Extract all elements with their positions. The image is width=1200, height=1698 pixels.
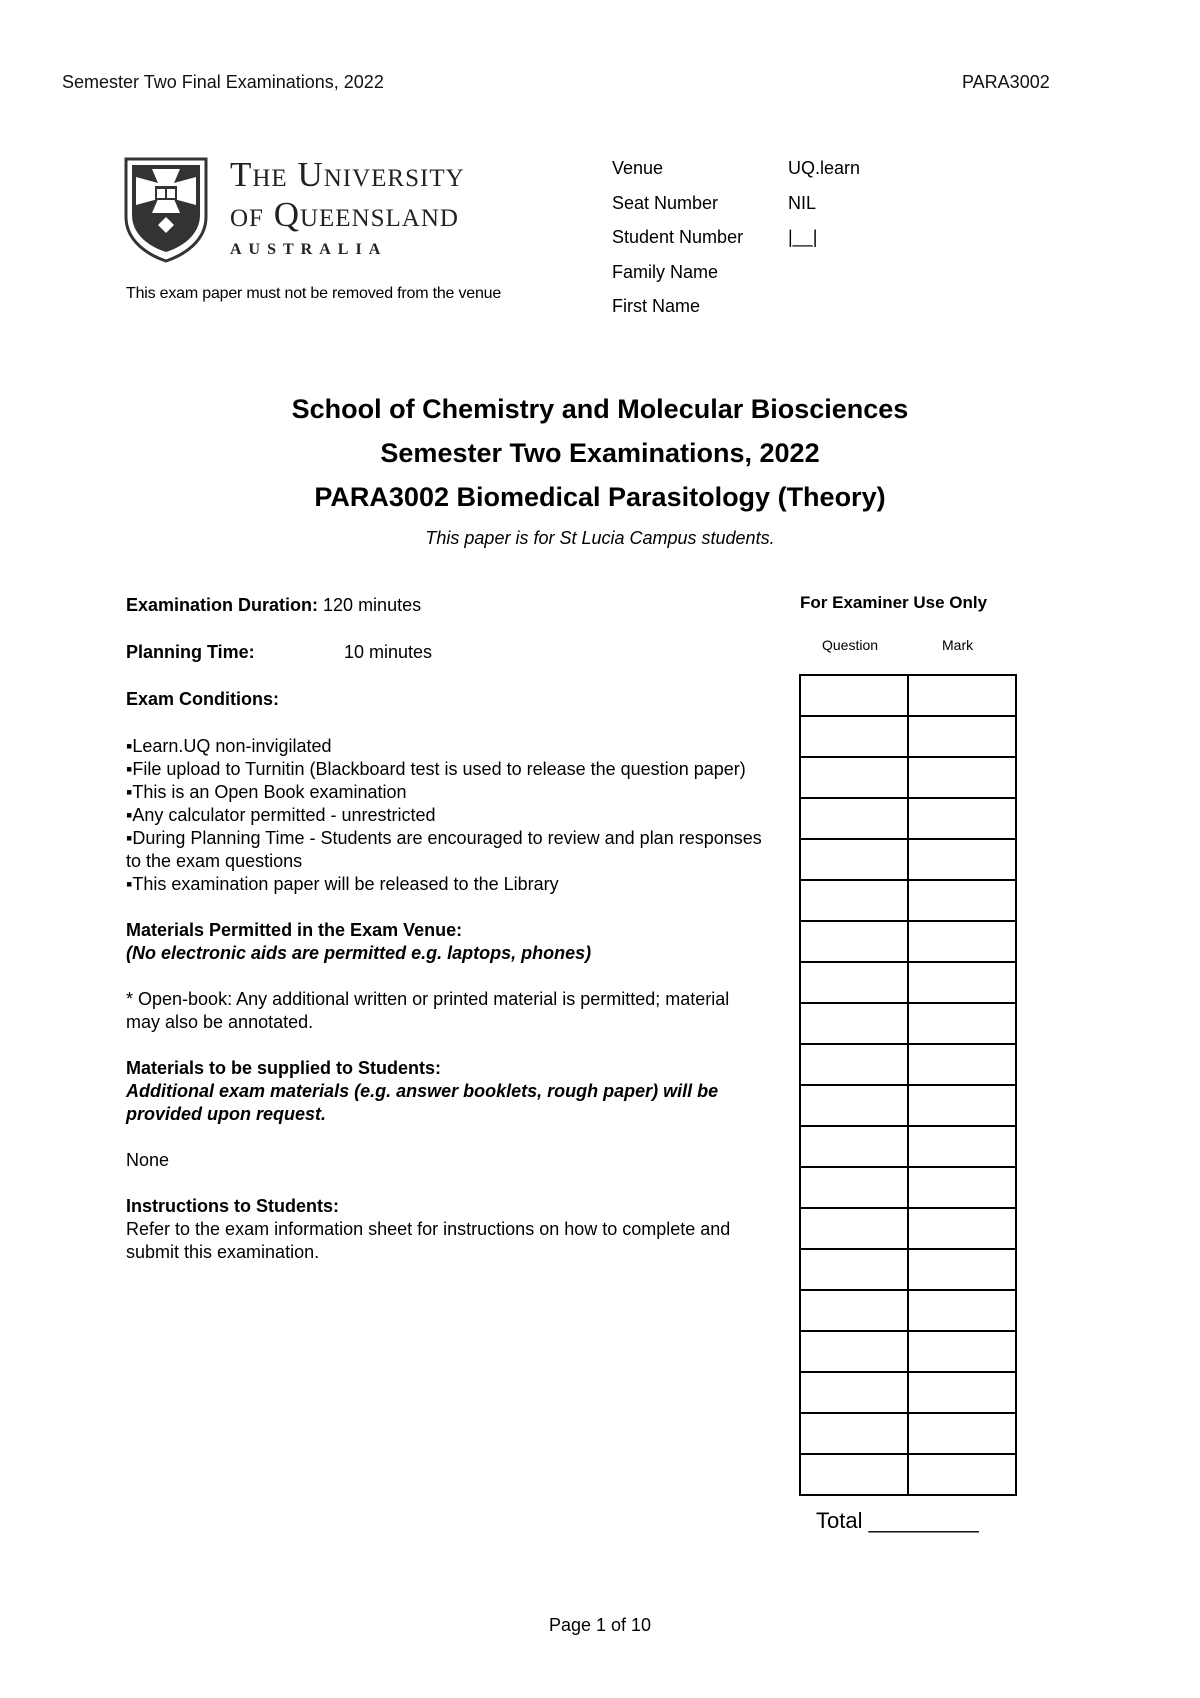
remove-note: This exam paper must not be removed from the venue	[126, 285, 502, 302]
logo-line2: of Queensland	[230, 195, 459, 234]
mark-table-row	[800, 1003, 1016, 1044]
mark-table-row	[800, 1454, 1016, 1495]
materials-supplied-note: Additional exam materials (e.g. answer booklets, rough paper) will be provided upon request.	[126, 1081, 719, 1124]
seat-number-row	[612, 193, 860, 228]
condition-item: ▪Learn.UQ non-invigilated	[126, 736, 332, 756]
seat-number-label: Seat Number	[612, 192, 719, 213]
page-number: Page 1 of 10	[548, 1615, 652, 1635]
mark-cell[interactable]	[908, 921, 1016, 962]
mark-cell[interactable]	[908, 880, 1016, 921]
mark-cell[interactable]	[908, 839, 1016, 880]
materials-permitted-note: (No electronic aids are permitted e.g. laptops, phones)	[126, 943, 592, 963]
mark-cell[interactable]	[908, 1372, 1016, 1413]
question-cell[interactable]	[800, 1126, 908, 1167]
mark-cell[interactable]	[908, 1044, 1016, 1085]
mark-table-row	[800, 1126, 1016, 1167]
materials-supplied-text: None	[126, 1150, 170, 1170]
mark-cell[interactable]	[908, 1126, 1016, 1167]
mark-cell[interactable]	[908, 757, 1016, 798]
condition-item: ▪File upload to Turnitin (Blackboard test is used to release the question paper)	[126, 759, 746, 779]
venue-info-table	[612, 158, 860, 331]
exam-details	[126, 594, 766, 1264]
materials-supplied-label: Materials to be supplied to Students:	[126, 1058, 442, 1078]
instructions-label: Instructions to Students:	[126, 1196, 339, 1216]
mark-cell[interactable]	[908, 716, 1016, 757]
mark-cell[interactable]	[908, 1454, 1016, 1495]
conditions-label: Exam Conditions:	[126, 689, 280, 709]
exam-title: Semester Two Examinations, 2022	[380, 438, 820, 468]
crest-icon	[122, 155, 210, 263]
student-number-value: |__|	[788, 227, 818, 247]
school-title: School of Chemistry and Molecular Biosciences	[291, 394, 909, 424]
mark-table-row	[800, 716, 1016, 757]
mark-table-row	[800, 757, 1016, 798]
mark-table	[799, 674, 1017, 1496]
venue-label: Venue	[612, 158, 664, 178]
first-name-row	[612, 296, 860, 331]
materials-permitted-label: Materials Permitted in the Exam Venue:	[126, 920, 463, 940]
examiner-title: For Examiner Use Only	[800, 593, 988, 612]
seat-number-value: NIL	[788, 192, 817, 213]
question-cell[interactable]	[800, 1290, 908, 1331]
university-logo	[122, 155, 542, 265]
question-cell[interactable]	[800, 1208, 908, 1249]
mark-table-row	[800, 1085, 1016, 1126]
condition-item: ▪Any calculator permitted - unrestricted	[126, 805, 436, 825]
question-cell[interactable]	[800, 1372, 908, 1413]
mark-table-row	[800, 1167, 1016, 1208]
question-cell[interactable]	[800, 1249, 908, 1290]
question-cell[interactable]	[800, 757, 908, 798]
condition-item: ▪During Planning Time - Students are encouraged to review and plan responses to the exam questions	[126, 828, 762, 871]
duration-line	[126, 594, 766, 617]
header-left: Semester Two Final Examinations, 2022	[62, 72, 384, 92]
mark-column-header: Mark	[942, 637, 974, 653]
condition-item: ▪This examination paper will be released to the Library	[126, 874, 559, 894]
condition-item: ▪This is an Open Book examination	[126, 782, 407, 802]
mark-cell[interactable]	[908, 1413, 1016, 1454]
mark-cell[interactable]	[908, 675, 1016, 716]
duration-value: 120 minutes	[323, 595, 422, 615]
mark-cell[interactable]	[908, 1290, 1016, 1331]
question-cell[interactable]	[800, 839, 908, 880]
planning-value: 10 minutes	[344, 642, 433, 662]
mark-table-row	[800, 1413, 1016, 1454]
mark-cell[interactable]	[908, 1249, 1016, 1290]
mark-table-row	[800, 1290, 1016, 1331]
mark-table-row	[800, 1372, 1016, 1413]
question-cell[interactable]	[800, 1331, 908, 1372]
duration-label: Examination Duration:	[126, 595, 319, 615]
campus-note: This paper is for St Lucia Campus students.	[425, 528, 775, 548]
mark-cell[interactable]	[908, 798, 1016, 839]
planning-line	[126, 641, 766, 664]
logo-line1: The University	[230, 155, 465, 194]
mark-cell[interactable]	[908, 962, 1016, 1003]
mark-table-row	[800, 880, 1016, 921]
mark-table-row	[800, 798, 1016, 839]
planning-label: Planning Time:	[126, 642, 255, 662]
header-right: PARA3002	[962, 72, 1050, 92]
venue-value: UQ.learn	[788, 158, 861, 178]
mark-table-row	[800, 675, 1016, 716]
mark-table-row	[800, 1208, 1016, 1249]
logo-line3: AUSTRALIA	[230, 241, 388, 258]
mark-cell[interactable]	[908, 1331, 1016, 1372]
mark-cell[interactable]	[908, 1208, 1016, 1249]
question-cell[interactable]	[800, 880, 908, 921]
student-number-row	[612, 227, 860, 262]
question-cell[interactable]	[800, 1003, 908, 1044]
mark-table-row	[800, 1249, 1016, 1290]
question-cell[interactable]	[800, 1044, 908, 1085]
question-cell[interactable]	[800, 1413, 908, 1454]
question-cell[interactable]	[800, 921, 908, 962]
question-cell[interactable]	[800, 1167, 908, 1208]
course-title: PARA3002 Biomedical Parasitology (Theory)	[314, 482, 886, 512]
mark-cell[interactable]	[908, 1085, 1016, 1126]
total-line: Total _________	[816, 1508, 979, 1533]
mark-table-row	[800, 839, 1016, 880]
family-name-label: Family Name	[612, 261, 719, 282]
mark-table-row	[800, 1331, 1016, 1372]
mark-table-row	[800, 921, 1016, 962]
question-cell[interactable]	[800, 1085, 908, 1126]
question-cell[interactable]	[800, 675, 908, 716]
venue-row	[612, 158, 860, 193]
mark-table-row	[800, 962, 1016, 1003]
mark-table-row	[800, 1044, 1016, 1085]
family-name-row	[612, 262, 860, 297]
mark-cell[interactable]	[908, 1167, 1016, 1208]
question-cell[interactable]	[800, 716, 908, 757]
question-cell[interactable]	[800, 1454, 908, 1495]
instructions-text: Refer to the exam information sheet for instructions on how to complete and submit this examination.	[126, 1219, 731, 1262]
question-cell[interactable]	[800, 798, 908, 839]
first-name-label: First Name	[612, 296, 701, 316]
materials-permitted-text: * Open-book: Any additional written or printed material is permitted; material may also be annotated.	[126, 989, 730, 1032]
question-cell[interactable]	[800, 962, 908, 1003]
question-column-header: Question	[822, 637, 879, 653]
student-number-label: Student Number	[612, 227, 744, 247]
mark-cell[interactable]	[908, 1003, 1016, 1044]
